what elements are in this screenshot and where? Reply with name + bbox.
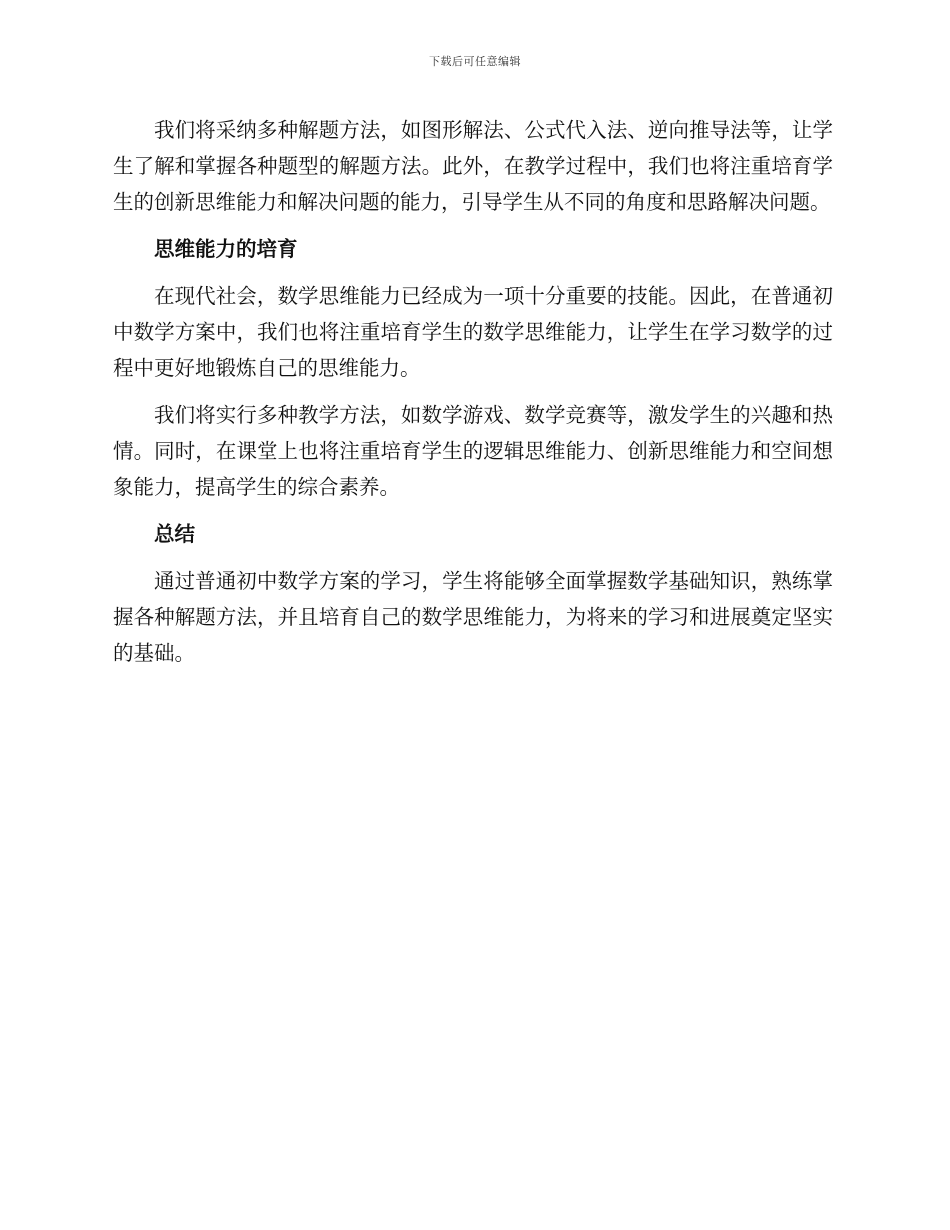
paragraph-thinking-importance: 在现代社会，数学思维能力已经成为一项十分重要的技能。因此，在普通初中数学方案中，我们也将注重培育学生的数学思维能力，让学生在学习数学的过程中更好地锻炼自己的思维能力。 [113, 284, 833, 380]
paragraph-solving-methods: 我们将采纳多种解题方法，如图形解法、公式代入法、逆向推导法等，让学生了解和掌握各种题型的解题方法。此外，在教学过程中，我们也将注重培育学生的创新思维能力和解决问题的能力，引导学生从不同的角度和思路解决问题。 [113, 118, 833, 214]
page-header: 下载后可任意编辑 [429, 55, 521, 68]
paragraph-teaching-methods: 我们将实行多种教学方法，如数学游戏、数学竞赛等，激发学生的兴趣和热情。同时，在课堂上也将注重培育学生的逻辑思维能力、创新思维能力和空间想象能力，提高学生的综合素养。 [113, 403, 833, 499]
document-body [113, 112, 833, 682]
section-heading-summary: 总结 [154, 522, 195, 546]
paragraph-summary: 通过普通初中数学方案的学习，学生将能够全面掌握数学基础知识，熟练掌握各种解题方法，并且培育自己的数学思维能力，为将来的学习和进展奠定坚实的基础。 [113, 569, 833, 665]
section-heading-thinking: 思维能力的培育 [154, 237, 298, 261]
